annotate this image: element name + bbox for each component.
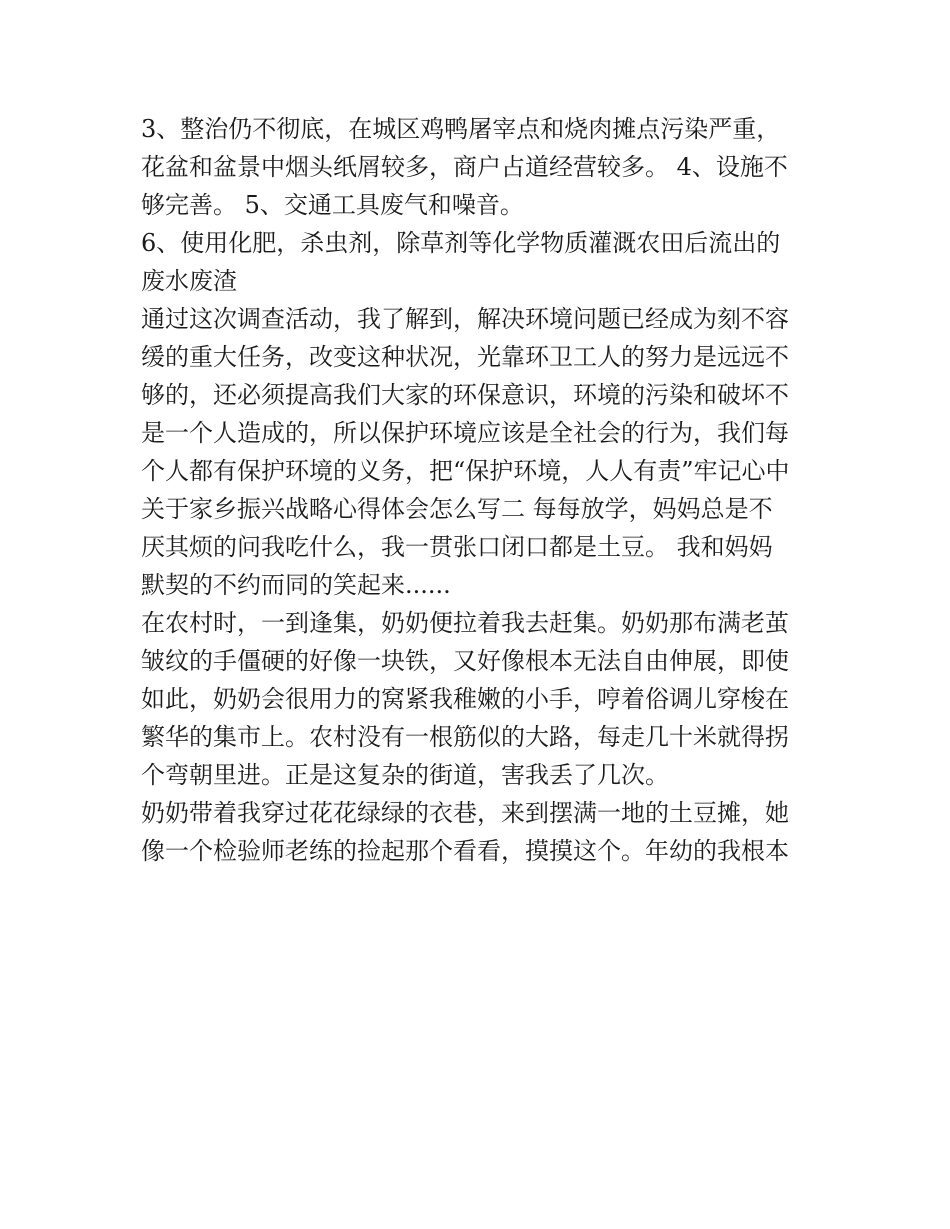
- text-line: 奶奶带着我穿过花花绿绿的衣巷，来到摆满一地的土豆摊，她: [141, 799, 789, 827]
- text-line: 够完善。 5、交通工具废气和噪音。: [141, 191, 524, 219]
- text-line: 够的，还必须提高我们大家的环保意识，环境的污染和破坏不: [141, 381, 789, 409]
- text-line: 皱纹的手僵硬的好像一块铁，又好像根本无法自由伸展，即使: [141, 647, 789, 675]
- text-line: 如此，奶奶会很用力的窝紧我稚嫩的小手，哼着俗调儿穿梭在: [141, 685, 789, 713]
- text-line: 缓的重大任务，改变这种状况，光靠环卫工人的努力是远远不: [141, 343, 789, 371]
- document-body: [141, 110, 821, 870]
- text-line: 厌其烦的问我吃什么，我一贯张口闭口都是土豆。 我和妈妈: [141, 533, 773, 561]
- text-line: 个弯朝里进。正是这复杂的街道，害我丢了几次。: [141, 761, 669, 789]
- text-line: 像一个检验师老练的捡起那个看看，摸摸这个。年幼的我根本: [141, 837, 789, 865]
- text-line: 默契的不约而同的笑起来......: [141, 571, 451, 599]
- text-line: 6、使用化肥，杀虫剂，除草剂等化学物质灌溉农田后流出的: [141, 229, 781, 257]
- text-line: 在农村时，一到逢集，奶奶便拉着我去赶集。奶奶那布满老茧: [141, 609, 789, 637]
- text-line: 废水废渣: [141, 267, 237, 295]
- text-line: 花盆和盆景中烟头纸屑较多，商户占道经营较多。 4、设施不: [141, 153, 788, 181]
- text-line: 繁华的集市上。农村没有一根筋似的大路，每走几十米就得拐: [141, 723, 789, 751]
- text-line: 关于家乡振兴战略心得体会怎么写二 每每放学，妈妈总是不: [141, 495, 773, 523]
- text-line: 个人都有保护环境的义务，把“保护环境，人人有责”牢记心中: [141, 457, 790, 485]
- text-line: 通过这次调查活动，我了解到，解决环境问题已经成为刻不容: [141, 305, 789, 333]
- text-line: 是一个人造成的，所以保护环境应该是全社会的行为，我们每: [141, 419, 789, 447]
- text-line: 3、整治仍不彻底，在城区鸡鸭屠宰点和烧肉摊点污染严重，: [141, 115, 781, 143]
